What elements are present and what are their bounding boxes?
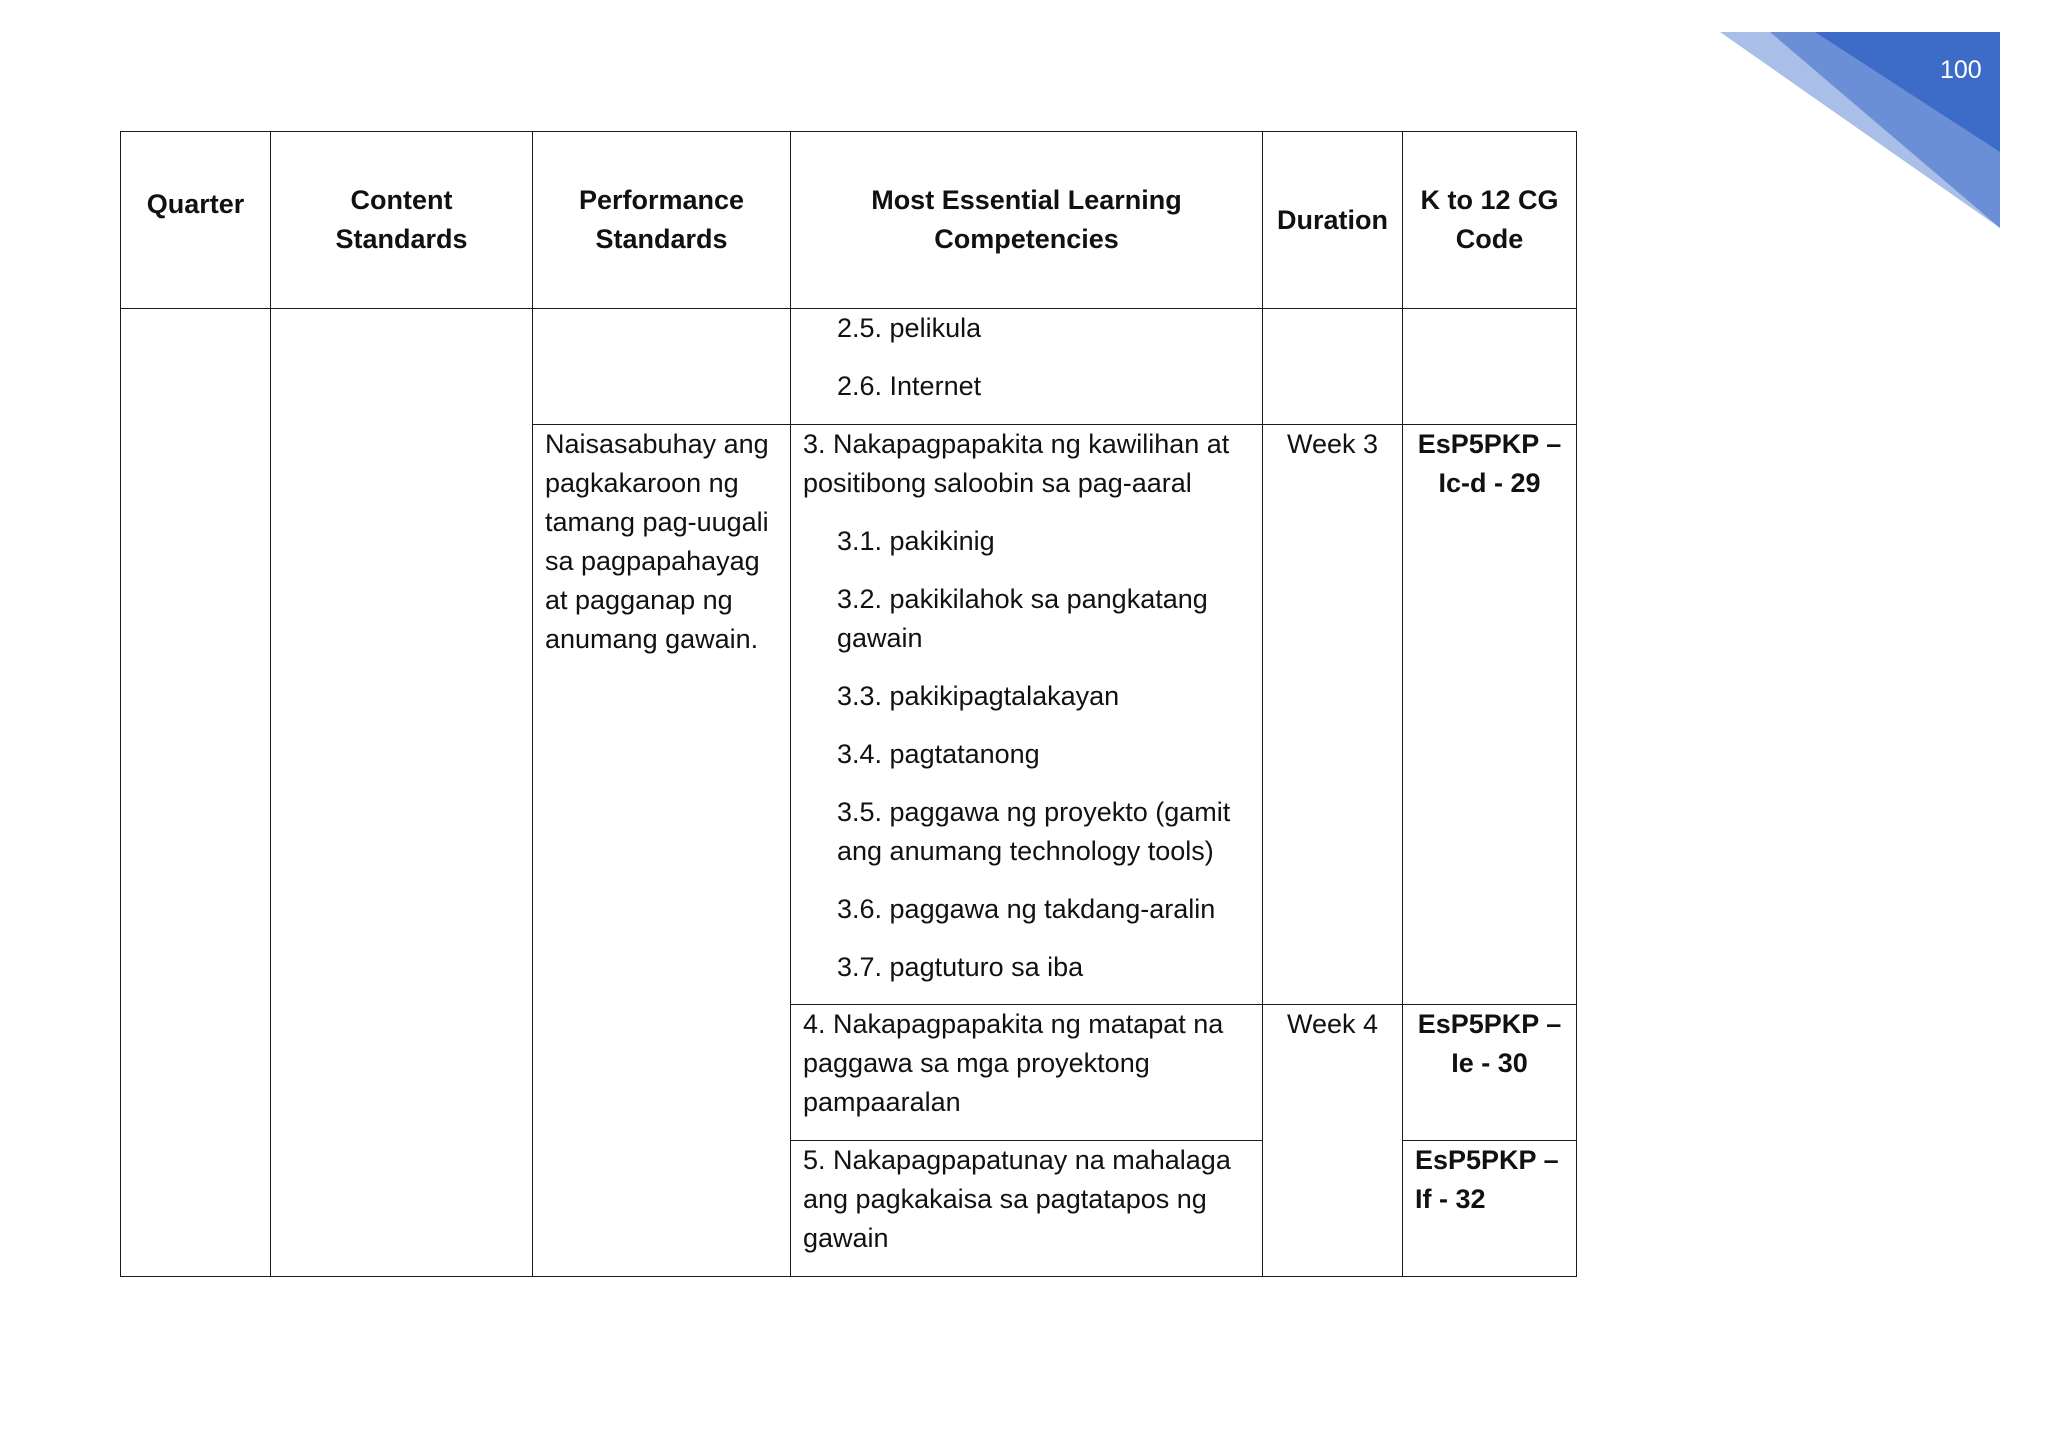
competency-subitem: 3.7. pagtuturo sa iba [837, 952, 1084, 982]
header-performance-standards: Performance Standards [533, 132, 791, 309]
competency-text: 3. Nakapagpapakita ng kawilihan at positibong saloobin sa pag-aaral [803, 429, 1230, 498]
competency-cell: 4. Nakapagpapakita ng matapat na paggawa sa mga proyektong pampaaralan [791, 1005, 1263, 1141]
competency-cell [791, 309, 1263, 425]
header-content-standards: Content Standards [271, 132, 533, 309]
code-line: Ic-d - 29 [1438, 468, 1541, 498]
quarter-cell [121, 309, 271, 1277]
performance-standards-cell: Naisasabuhay ang pagkakaroon ng tamang pag-uugali sa pagpapahayag at pagganap ng anumang gawain. [533, 425, 791, 1277]
header-competencies: Most Essential Learning Competencies [791, 132, 1263, 309]
competency-subitem: 3.1. pakikinig [837, 526, 995, 556]
code-cell [1403, 1141, 1577, 1277]
header-duration: Duration [1263, 132, 1403, 309]
duration-cell: Week 3 [1263, 425, 1403, 1005]
curriculum-table [120, 131, 1577, 1277]
code-line: EsP5PKP – [1415, 1145, 1559, 1175]
code-line: EsP5PKP – [1417, 429, 1562, 459]
competency-subitem: 2.5. pelikula [837, 313, 982, 343]
code-cell [1403, 1005, 1577, 1141]
code-cell [1403, 309, 1577, 425]
table-row [121, 309, 1577, 425]
competency-subitem: 2.6. Internet [837, 371, 982, 401]
code-line: Ie - 30 [1451, 1048, 1528, 1078]
content-standards-cell [271, 309, 533, 1277]
duration-cell [1263, 309, 1403, 425]
competency-subitem: 3.5. paggawa ng proyekto (gamit ang anumang technology tools) [837, 797, 1231, 866]
header-row [121, 132, 1577, 309]
page-number: 100 [1940, 56, 1982, 84]
header-code: K to 12 CG Code [1403, 132, 1577, 309]
header-quarter: Quarter [121, 132, 271, 309]
competency-cell: 5. Nakapagpapatunay na mahalaga ang pagkakaisa sa pagtatapos ng gawain [791, 1141, 1263, 1277]
competency-cell [791, 425, 1263, 1005]
duration-cell: Week 4 [1263, 1005, 1403, 1277]
competency-subitem: 3.2. pakikilahok sa pangkatang gawain [837, 584, 1208, 653]
code-cell [1403, 425, 1577, 1005]
performance-standards-cell [533, 309, 791, 425]
competency-subitem: 3.6. paggawa ng takdang-aralin [837, 894, 1216, 924]
code-line: If - 32 [1415, 1184, 1486, 1214]
competency-subitem: 3.3. pakikipagtalakayan [837, 681, 1120, 711]
code-line: EsP5PKP – [1417, 1009, 1562, 1039]
competency-subitem: 3.4. pagtatanong [837, 739, 1040, 769]
